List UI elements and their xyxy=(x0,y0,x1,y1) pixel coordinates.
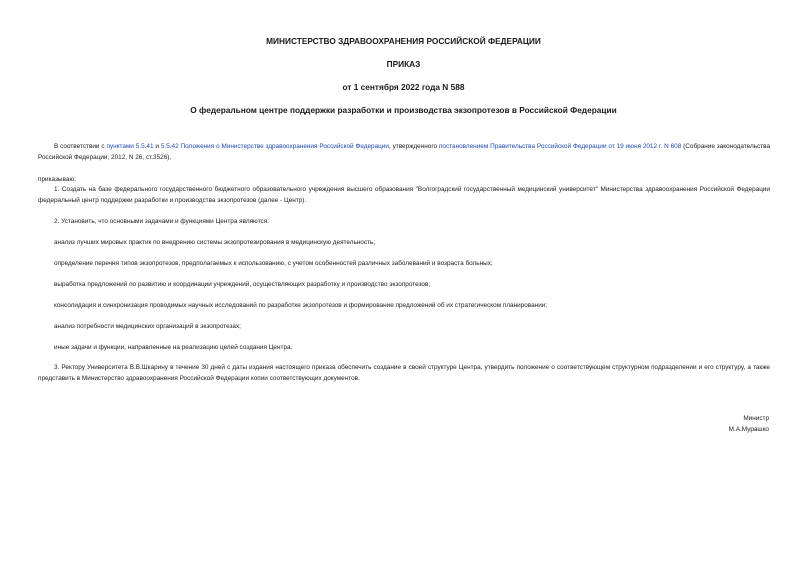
preamble-text-3: , утвержденного xyxy=(388,143,439,150)
item-2-paragraph: 2. Установить, что основными задачами и функциями Центра являются: xyxy=(54,218,269,225)
function-item-3: выработка предложений по развитию и координации учреждений, осуществляющих разработку и производство экзопротезов; xyxy=(54,281,431,288)
function-item-5: анализ потребности медицинских организаций в экзопротезах; xyxy=(54,323,241,330)
prikazyvayu-label: приказываю: xyxy=(38,176,76,183)
signature-name: М.А.Мурашко xyxy=(728,426,769,433)
link-government-decree-608[interactable]: постановлением Правительства Российской Федерации от 19 июня 2012 г. N 608 xyxy=(438,143,682,150)
ministry-heading: МИНИСТЕРСТВО ЗДРАВООХРАНЕНИЯ РОССИЙСКОЙ ФЕДЕРАЦИИ xyxy=(266,36,541,46)
function-item-4: консолидация и синхронизация проводимых научных исследований по разработке экзопротезов и формирование предложений об их стратегическом планировании; xyxy=(54,302,548,309)
order-title: О федеральном центре поддержки разработки и производства экзопротезов в Российской Федерации xyxy=(190,105,617,115)
function-item-6: иные задачи и функции, направленные на реализацию целей создания Центра. xyxy=(54,344,293,351)
order-heading: ПРИКАЗ xyxy=(386,59,421,69)
preamble-paragraph xyxy=(38,142,770,163)
link-regulation-5-5-42[interactable]: 5.5.42 Положения о Министерстве здравоохранения Российской Федерации xyxy=(160,143,389,150)
link-points-5-5-41[interactable]: пунктами 5.5.41 xyxy=(106,143,154,150)
preamble-text-4: (Собрание законодательства Российской Федерации, 2012, N 26, ст.3526), xyxy=(38,143,771,161)
function-item-1: анализ лучших мировых практик по внедрению системы экзопротезирования в медицинскую деятельность; xyxy=(54,239,376,246)
order-date-number: от 1 сентября 2022 года N 588 xyxy=(342,82,465,92)
preamble-text-1: В соответствии с xyxy=(54,143,107,150)
function-item-2: определение перечня типов экзопротезов, предполагаемых к использованию, с учетом особенностей различных заболеваний и возраста больных; xyxy=(54,260,493,267)
signature-position: Министр xyxy=(743,415,769,422)
item-3-paragraph: 3. Ректору Университета В.В.Шкарину в течение 30 дней с даты издания настоящего приказа обеспечить создание в своей структуре Центра, утвердить положение о соответствующем структурном подразделении и его структуру, а также представить в Министерство здравоохранения Российской Федерации копии соответствующих документов. xyxy=(38,364,770,382)
preamble-text-2: и xyxy=(153,143,161,150)
item-1-paragraph: 1. Создать на базе федерального государственного бюджетного образовательного учреждения высшего образования "Волгоградский государственный медицинский университет" Министерства здравоохранения Российской Федерации федеральный центр поддержки разработки и производства экзопротезов (далее - Центр). xyxy=(38,186,770,204)
